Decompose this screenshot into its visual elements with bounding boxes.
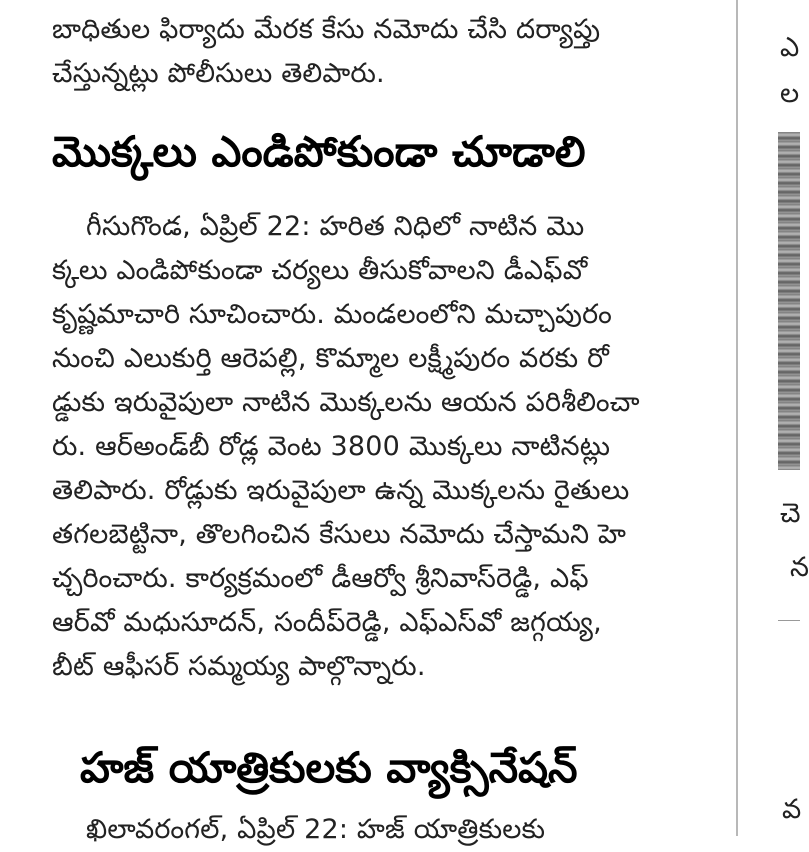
body-line: తెలిపారు. రోడ్లుకు ఇరువైపులా ఉన్న మొక్కలను రైతులు bbox=[52, 475, 630, 506]
body-line: బాధితుల ఫిర్యాదు మేరక కేసు నమోదు చేసి దర్యాప్తు bbox=[52, 14, 601, 45]
right-column-fragment: వ bbox=[782, 794, 802, 825]
body-line: ఆర్‌వో మధుసూదన్, సందీప్‌రెడ్డి, ఎఫ్ఎస్‌వో జగ్గయ్య, bbox=[52, 607, 602, 638]
body-line: రు. ఆర్‌అండ్‌బీ రోడ్ల వెంట 3800 మొక్కలు నాటినట్లు bbox=[52, 431, 611, 462]
body-line: గీసుగొండ, ఏప్రిల్ 22: హరిత నిధిలో నాటిన మొ bbox=[86, 211, 585, 242]
body-line: నుంచి ఎలుకుర్తి ఆరెపల్లి, కొమ్మాల లక్ష్మీపురం వరకు రో bbox=[52, 343, 609, 374]
body-line: డ్డుకు ఇరువైపులా నాటిన మొక్కలను ఆయన పరిశీలించా bbox=[52, 387, 640, 418]
next-article-start bbox=[52, 808, 545, 852]
column-rule bbox=[778, 620, 800, 621]
article-body bbox=[52, 205, 640, 689]
column-divider bbox=[736, 0, 738, 836]
next-article-headline: హజ్ యాత్రికులకు వ్యాక్సినేషన్ bbox=[80, 743, 578, 792]
right-column-fragment: ఎ bbox=[780, 32, 800, 63]
body-line: క్కలు ఎండిపోకుండా చర్యలు తీసుకోవాలని డీఎఫ్‌వో bbox=[52, 255, 588, 286]
body-line: ఖిలావరంగల్, ఏప్రిల్ 22: హజ్ యాత్రికులకు bbox=[86, 814, 546, 845]
right-column-fragment: ల bbox=[780, 78, 800, 109]
right-column-fragment: చె bbox=[780, 498, 801, 529]
body-line: బీట్ ఆఫీసర్ సమ్మయ్య పాల్గొన్నారు. bbox=[52, 651, 426, 682]
news-photo bbox=[778, 132, 800, 470]
right-column-fragment: న bbox=[790, 552, 809, 583]
body-line: కృష్ణమాచారి సూచించారు. మండలంలోని మచ్చాపురం bbox=[52, 299, 613, 330]
body-line: చేస్తున్నట్లు పోలీసులు తెలిపారు. bbox=[52, 58, 385, 89]
article-headline: మొక్కలు ఎండిపోకుండా చూడాలి bbox=[52, 127, 586, 176]
previous-article-tail bbox=[52, 8, 600, 96]
body-line: తగలబెట్టినా, తొలగించిన కేసులు నమోదు చేస్తామని హె bbox=[52, 519, 627, 550]
body-line: చ్చరించారు. కార్యక్రమంలో డీఆర్వో శ్రీనివాస్‌రెడ్డి, ఎఫ్ bbox=[52, 563, 589, 594]
